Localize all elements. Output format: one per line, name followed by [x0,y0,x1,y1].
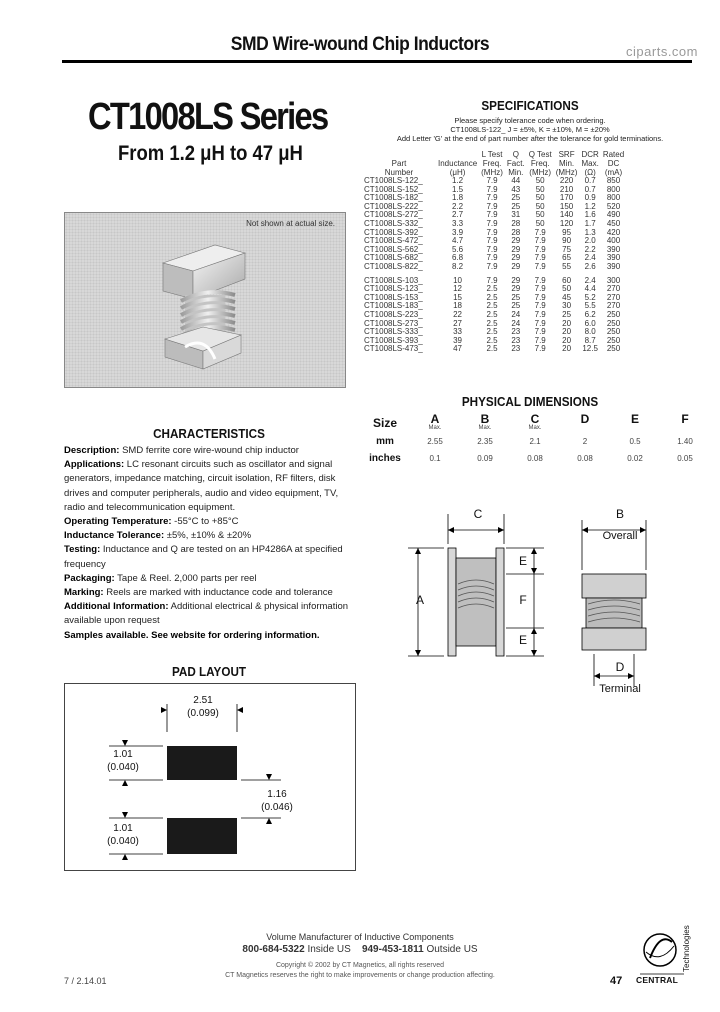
spec-cell: 7.9 [534,344,546,354]
spec-column-header: DC [607,159,620,168]
spec-part-number: CT1008LS-123_ [364,284,423,294]
diagram-label-f: F [519,593,527,607]
logo-tech-word: Technologies [682,925,691,972]
characteristic-item [64,515,354,529]
spec-column-header: (MHz) [555,168,578,177]
spec-cell: 2.5 [486,301,498,311]
spec-part-number: CT1008LS-682_ [364,253,423,263]
footer-copyright: Copyright © 2002 by CT Magnetics, all rights reserved [275,962,445,969]
spec-column-header: L Test [481,150,503,159]
spec-column-header: Min. [508,168,524,177]
spec-cell: 250 [606,327,621,337]
diagram-label-c: C [473,507,483,521]
spec-cell: 2.5 [486,335,498,345]
spec-column-header: Fact. [506,159,525,168]
characteristic-item [64,586,354,600]
spec-part-number: CT1008LS-332_ [364,218,423,228]
pad-gap-dim: 1.16 (0.046) [261,789,293,813]
dims-row-mm: mm 2.55 2.35 2.1 2 0.5 1.40 [376,436,693,447]
spec-part-number: CT1008LS-103_ [364,275,423,285]
spec-column-header: SRF [558,150,575,159]
characteristic-label: Inductance Tolerance: [64,530,165,542]
spec-cell: 50 [562,284,572,294]
pad2-height-dim: 1.01 (0.040) [107,823,139,847]
spec-cell: 10 [453,275,463,285]
spec-part-number: CT1008LS-122_ [364,176,423,185]
footer-phones: 800-684-5322 Inside US 949-453-1811 Outside US [242,944,478,955]
spec-column-header: (mA) [604,168,623,177]
characteristic-value: ±5%, ±10% & ±20% [164,530,252,542]
spec-cell: 7.9 [534,244,546,254]
spec-part-number: CT1008LS-822_ [364,261,423,271]
spec-cell: 2.2 [584,244,596,254]
spec-row [362,345,626,354]
spec-cell: 75 [562,244,572,254]
spec-cell: 25 [511,292,521,302]
spec-cell: 25 [511,201,521,211]
spec-column-header: (MHz) [481,168,503,177]
characteristic-label: Marking: [64,587,104,599]
spec-cell: 7.9 [534,284,546,294]
spec-cell: 25 [511,301,521,311]
spec-cell: 800 [606,184,621,194]
diagram-label-terminal: Terminal [599,683,641,695]
dim-col-e: E [630,412,639,426]
spec-cell: 50 [535,201,545,211]
spec-row [362,272,626,286]
spec-cell: 1.6 [584,210,596,220]
spec-cell: 850 [606,176,621,185]
spec-cell: 800 [606,193,621,203]
spec-cell: 23 [511,335,521,345]
spec-cell: 8.2 [452,261,464,271]
spec-cell: 18 [453,301,463,311]
spec-column-header: Min. [559,159,575,168]
characteristic-label: Applications: [64,459,125,471]
spec-cell: 29 [511,253,521,263]
spec-cell: 24 [511,309,521,319]
spec-cell: 25 [562,309,572,319]
spec-header-row [362,150,626,159]
spec-cell: 520 [606,201,621,211]
spec-cell: 390 [606,261,621,271]
page-number: 47 [610,975,623,987]
spec-cell: 39 [453,335,463,345]
spec-cell: 20 [562,335,572,345]
spec-cell: 250 [606,335,621,345]
spec-cell: 90 [562,236,572,246]
website-watermark: ciparts.com [626,44,698,59]
spec-cell: 33 [453,327,463,337]
spec-cell: 2.5 [486,309,498,319]
spec-cell: 1.2 [584,201,596,211]
diagram-label-a: A [415,593,424,607]
series-title: CT1008LS Series [88,96,328,138]
dim-col-b: B Max. [478,412,492,431]
characteristic-label: Additional Information: [64,601,169,613]
inductor-image [145,235,275,375]
pad-top [167,746,237,780]
spec-cell: 12 [453,284,463,294]
spec-part-number: CT1008LS-473_ [364,344,423,354]
logo-word: CENTRAL [636,975,679,985]
spec-cell: 270 [606,301,621,311]
spec-cell: 7.9 [534,335,546,345]
spec-cell: 6.8 [452,253,464,263]
pad-layout-box [64,683,356,871]
spec-cell: 0.7 [584,176,596,185]
spec-cell: 150 [559,201,574,211]
product-photo [64,212,346,388]
spec-cell: 43 [511,184,521,194]
spec-cell: 27 [453,318,463,328]
spec-cell: 95 [562,227,572,237]
spec-cell: 60 [562,275,572,285]
spec-cell: 7.9 [534,275,546,285]
spec-cell: 4.7 [452,236,464,246]
spec-part-number: CT1008LS-272_ [364,210,423,220]
spec-cell: 300 [606,275,621,285]
spec-column-header [362,150,436,159]
diagram-label-e-top: E [518,554,527,568]
central-technologies-logo [636,912,696,986]
pad-bottom [167,818,237,854]
spec-cell: 7.9 [534,253,546,263]
spec-cell: 170 [559,193,574,203]
characteristic-value: Inductance and Q are tested on an HP4286A at specified frequency [64,544,343,570]
characteristic-value: SMD ferrite core wire-wound chip inductor [119,445,299,456]
spec-part-number: CT1008LS-183_ [364,301,423,311]
spec-part-number: CT1008LS-223_ [364,309,423,319]
spec-cell: 1.2 [452,176,464,185]
characteristic-label: Packaging: [64,572,115,584]
spec-cell: 1.7 [584,218,596,228]
characteristics-list [64,444,354,643]
spec-note-tolerance: Please specify tolerance code when ordering. [454,116,606,125]
spec-cell: 47 [453,344,463,354]
spec-cell: 20 [562,344,572,354]
inductance-range: From 1.2 μH to 47 μH [118,142,303,165]
spec-note-gold: Add Letter 'G' at the end of part number after the tolerance for gold terminations. [396,134,664,143]
characteristic-value: -55°C to +85°C [171,516,239,528]
spec-part-number: CT1008LS-153_ [364,292,423,302]
spec-cell: 7.9 [486,261,498,271]
spec-column-header: Q [512,150,519,159]
spec-part-number: CT1008LS-333_ [364,327,423,337]
spec-cell: 7.9 [486,201,498,211]
spec-cell: 7.9 [486,218,498,228]
dim-col-f: F [681,412,689,426]
diagram-label-e-bottom: E [518,633,527,647]
spec-cell: 140 [559,210,574,220]
spec-cell: 23 [511,344,521,354]
pad-width-dim: 2.51 (0.099) [187,695,219,719]
photo-note: Not shown at actual size. [246,219,335,228]
spec-cell: 390 [606,244,621,254]
spec-header-row [362,159,626,168]
characteristic-item [64,600,354,628]
dim-col-a: A Max. [428,412,442,431]
spec-cell: 5.5 [584,301,596,311]
characteristic-item [64,629,354,643]
spec-cell: 5.2 [584,292,596,302]
spec-cell: 7.9 [486,275,498,285]
spec-cell: 50 [535,184,545,194]
spec-part-number: CT1008LS-392_ [364,227,423,237]
characteristic-value: LC resonant circuits such as oscillator and signal generators, impedance matching, circuit isolation, RF filters, disk drives and computer peripherals, audio and video equipment, TV, radio and telecommunication equipment. [64,459,339,513]
spec-cell: 420 [606,227,621,237]
spec-cell: 1.3 [584,227,596,237]
spec-cell: 29 [511,284,521,294]
characteristic-value: Reels are marked with inductance code and tolerance [103,587,333,599]
spec-part-number: CT1008LS-222_ [364,201,423,211]
spec-cell: 7.9 [534,236,546,246]
spec-cell: 2.5 [486,292,498,302]
page-header-title: SMD Wire-wound Chip Inductors [230,34,490,55]
footer-tagline: Volume Manufacturer of Inductive Components [266,932,454,942]
spec-cell: 120 [559,218,574,228]
spec-column-header: Inductance [438,159,478,168]
specifications-heading: SPECIFICATIONS [481,98,579,113]
spec-cell: 8.0 [584,327,596,337]
characteristic-label: Samples available. See website for ordering information. [64,629,320,641]
spec-cell: 2.4 [584,253,596,263]
spec-cell: 29 [511,244,521,254]
spec-cell: 7.9 [534,292,546,302]
spec-cell: 7.9 [534,318,546,328]
spec-cell: 2.5 [486,344,498,354]
spec-cell: 2.5 [486,284,498,294]
spec-cell: 1.8 [452,193,464,203]
characteristic-item [64,543,354,571]
spec-cell: 44 [511,176,521,185]
spec-cell: 50 [535,176,545,185]
spec-cell: 22 [453,309,463,319]
physical-dimensions-heading: PHYSICAL DIMENSIONS [461,394,599,409]
diagram-label-b: B [615,507,624,521]
characteristic-label: Operating Temperature: [64,516,172,528]
spec-column-header: Q Test [528,150,552,159]
diagram-label-overall: Overall [602,530,638,542]
spec-cell: 12.5 [582,344,598,354]
characteristic-value: Additional electrical & physical information available upon request [64,601,349,627]
spec-cell: 5.6 [452,244,464,254]
pad1-height-dim: 1.01 (0.040) [107,749,139,773]
spec-cell: 15 [453,292,463,302]
spec-cell: 7.9 [534,309,546,319]
spec-part-number: CT1008LS-472_ [364,236,423,246]
characteristic-label: Description: [64,445,120,456]
spec-cell: 6.2 [584,309,596,319]
characteristic-item [64,458,354,515]
spec-column-header: (μH) [449,168,466,177]
spec-cell: 3.9 [452,227,464,237]
diagram-label-d: D [615,660,625,674]
spec-cell: 7.9 [534,227,546,237]
spec-cell: 2.7 [452,210,464,220]
spec-cell: 7.9 [486,210,498,220]
spec-column-header: (MHz) [529,168,552,177]
spec-cell: 7.9 [486,244,498,254]
spec-cell: 210 [559,184,574,194]
spec-cell: 6.0 [584,318,596,328]
spec-cell: 2.5 [486,318,498,328]
spec-cell: 490 [606,210,621,220]
physical-dimensions-table [360,412,710,467]
spec-cell: 7.9 [486,236,498,246]
spec-column-header: (Ω) [584,168,596,177]
spec-column-header [436,150,479,159]
characteristic-item [64,444,354,458]
spec-cell: 23 [511,327,521,337]
spec-cell: 0.7 [584,184,596,194]
characteristics-heading: CHARACTERISTICS [153,426,265,441]
spec-cell: 7.9 [486,184,498,194]
spec-cell: 2.6 [584,261,596,271]
spec-cell: 50 [535,218,545,228]
spec-column-header: Freq. [530,159,550,168]
spec-cell: 7.9 [486,193,498,203]
spec-cell: 50 [535,193,545,203]
spec-cell: 8.7 [584,335,596,345]
size-label: Size [372,415,397,430]
spec-cell: 29 [511,261,521,271]
spec-column-header: DCR [581,150,599,159]
spec-cell: 220 [559,176,574,185]
spec-note-example: CT1008LS-122_ J = ±5%, K = ±10%, M = ±20% [450,125,610,134]
spec-cell: 1.5 [452,184,464,194]
spec-column-header: Max. [581,159,599,168]
spec-cell: 25 [511,193,521,203]
spec-cell: 55 [562,261,572,271]
dim-col-d: D [580,412,590,426]
footer-date-code: 7 / 2.14.01 [64,976,107,986]
spec-cell: 2.4 [584,275,596,285]
dims-row-inches: inches 0.1 0.09 0.08 0.08 0.02 0.05 [369,453,693,464]
spec-cell: 250 [606,344,621,354]
spec-cell: 20 [562,318,572,328]
spec-cell: 3.3 [452,218,464,228]
spec-cell: 4.4 [584,284,596,294]
spec-column-header: Freq. [482,159,502,168]
spec-cell: 450 [606,218,621,228]
characteristic-item [64,572,354,586]
specifications-table [362,150,626,354]
spec-cell: 2.5 [486,327,498,337]
characteristic-item [64,529,354,543]
footer-disclaimer: CT Magnetics reserves the right to make improvements or change production affecting. [225,972,495,979]
spec-cell: 30 [562,301,572,311]
spec-cell: 390 [606,253,621,263]
spec-cell: 7.9 [534,301,546,311]
spec-cell: 7.9 [486,227,498,237]
spec-cell: 28 [511,218,521,228]
spec-row [362,263,626,272]
spec-part-number: CT1008LS-562_ [364,244,423,254]
spec-cell: 24 [511,318,521,328]
spec-cell: 28 [511,227,521,237]
spec-part-number: CT1008LS-273_ [364,318,423,328]
spec-cell: 270 [606,292,621,302]
spec-cell: 29 [511,275,521,285]
spec-cell: 31 [511,210,521,220]
spec-cell: 7.9 [534,327,546,337]
spec-cell: 0.9 [584,193,596,203]
spec-cell: 7.9 [486,176,498,185]
spec-cell: 270 [606,284,621,294]
spec-column-header: Part [391,159,407,168]
spec-cell: 7.9 [534,261,546,271]
spec-part-number: CT1008LS-152_ [364,184,423,194]
spec-part-number: CT1008LS-393_ [364,335,423,345]
spec-cell: 250 [606,309,621,319]
spec-cell: 50 [535,210,545,220]
spec-cell: 250 [606,318,621,328]
spec-cell: 2.0 [584,236,596,246]
spec-part-number: CT1008LS-182_ [364,193,423,203]
characteristic-label: Testing: [64,544,101,556]
spec-column-header: Number [384,168,414,177]
spec-cell: 20 [562,327,572,337]
dim-col-c: C Max. [528,412,542,431]
spec-cell: 400 [606,236,621,246]
spec-cell: 65 [562,253,572,263]
pad-layout-heading: PAD LAYOUT [171,664,247,679]
spec-cell: 29 [511,236,521,246]
spec-cell: 45 [562,292,572,302]
characteristic-value: Tape & Reel. 2,000 parts per reel [114,572,257,584]
header-rule [62,60,692,63]
spec-cell: 7.9 [486,253,498,263]
spec-column-header: Rated [602,150,625,159]
spec-cell: 2.2 [452,201,464,211]
